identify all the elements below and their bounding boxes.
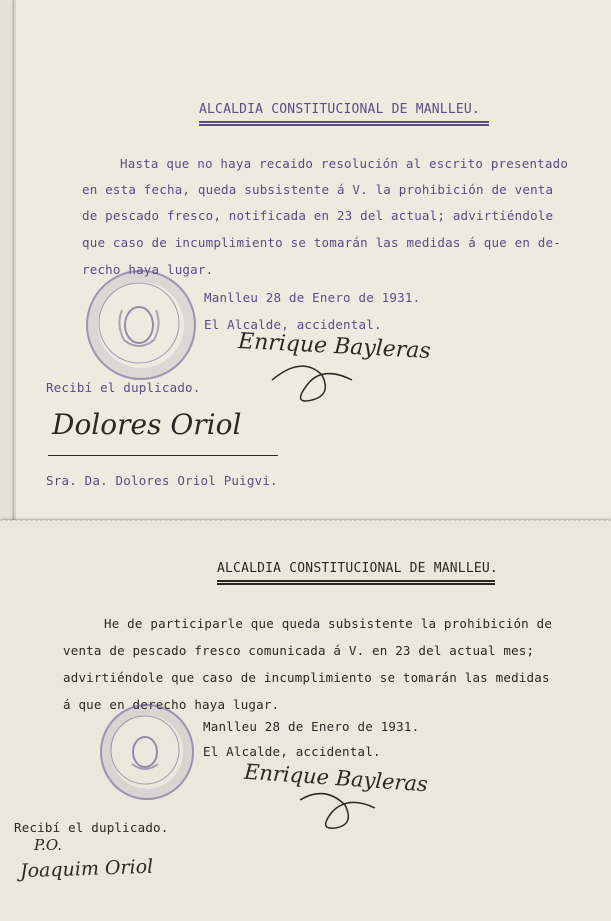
top-body-line: que caso de incumplimiento se tomarán las medidas á que en de- xyxy=(82,235,561,250)
top-signatory: El Alcalde, accidental. xyxy=(204,317,382,332)
top-body-line: recho haya lugar. xyxy=(82,262,214,277)
bottom-date: Manlleu 28 de Enero de 1931. xyxy=(203,719,420,734)
recipient-signature: Joaquim Oriol xyxy=(19,855,154,883)
pp-mark: P.O. xyxy=(34,836,63,854)
top-heading: ALCALDIA CONSTITUCIONAL DE MANLLEU. xyxy=(199,102,480,117)
top-body-line: de pescado fresco, notificada en 23 del actual; advirtiéndole xyxy=(82,208,554,223)
top-date: Manlleu 28 de Enero de 1931. xyxy=(204,290,421,305)
bottom-body-line: advirtiéndole que caso de incumplimiento se tomarán las medidas xyxy=(63,670,550,685)
municipal-seal-stamp xyxy=(86,270,196,380)
mayor-signature: Enrique Bayleras xyxy=(237,328,432,365)
top-recipient: Sra. Da. Dolores Oriol Puigvi. xyxy=(46,473,278,488)
bottom-heading-underline xyxy=(217,580,495,585)
signature-flourish xyxy=(290,780,400,840)
bottom-heading: ALCALDIA CONSTITUCIONAL DE MANLLEU. xyxy=(217,561,498,576)
bottom-body-line: He de participarle que queda subsistente la prohibición de xyxy=(104,616,553,631)
municipal-seal-stamp xyxy=(100,704,194,800)
top-body-line: en esta fecha, queda subsistente á V. la prohibición de venta xyxy=(82,182,554,197)
bottom-body-line: venta de pescado fresco comunicada á V. en 23 del actual mes; xyxy=(63,643,535,658)
top-body-line: Hasta que no haya recaido resolución al escrito presentado xyxy=(120,156,569,171)
recipient-signature: Dolores Oriol xyxy=(52,408,242,441)
bottom-body-line: á que en derecho haya lugar. xyxy=(63,697,280,712)
top-received: Recibí el duplicado. xyxy=(46,380,201,395)
bottom-signatory: El Alcalde, accidental. xyxy=(203,744,381,759)
top-heading-underline xyxy=(199,121,489,126)
signature-flourish xyxy=(262,350,382,410)
recipient-signature-underline xyxy=(48,455,278,456)
bottom-received: Recibí el duplicado. xyxy=(14,820,169,835)
mayor-signature: Enrique Bayleras xyxy=(243,759,429,797)
